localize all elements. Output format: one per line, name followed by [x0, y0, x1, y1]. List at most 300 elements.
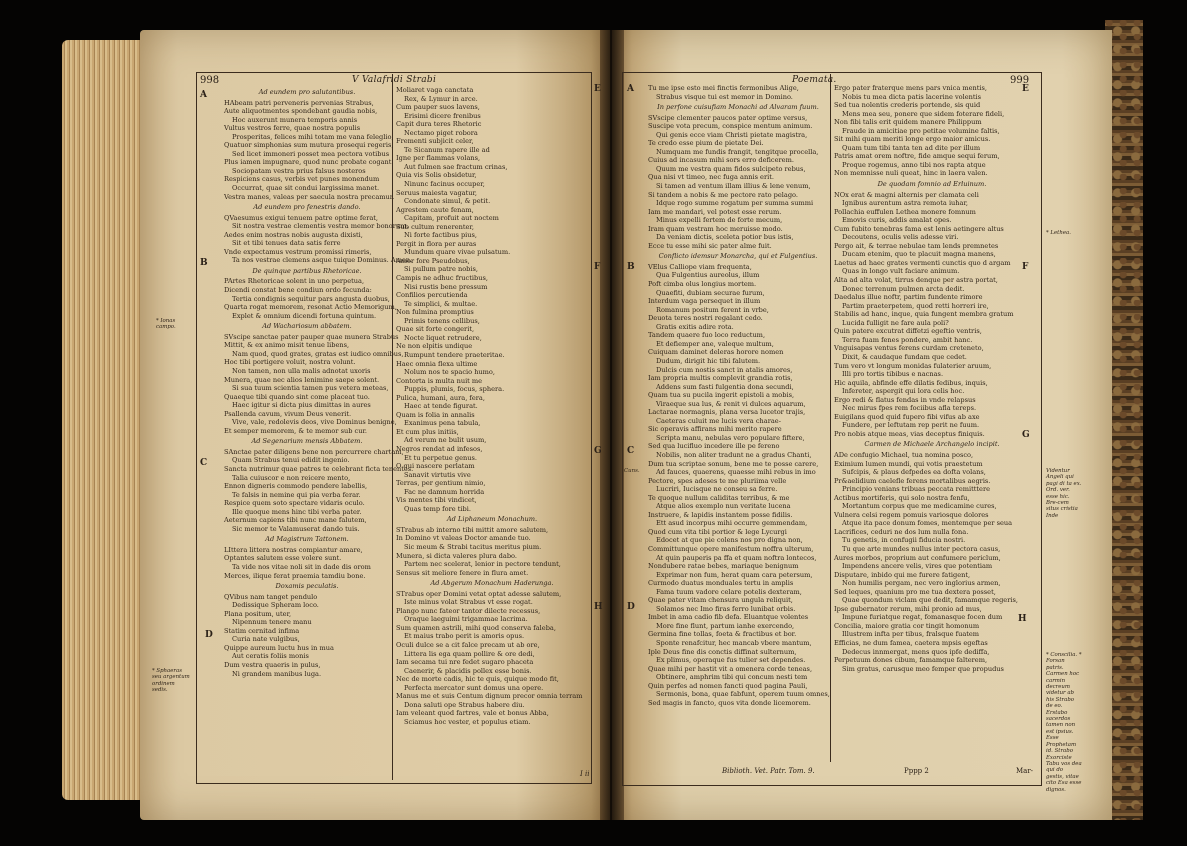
verse-line: Agrestem caute fenam,: [396, 205, 474, 214]
verse-line: Da veniam dictis, sceleta potior bus istis,: [656, 233, 794, 242]
verse-line: Terra fuam fenes pondere, ambit hanc.: [842, 335, 973, 344]
verse-line: Sic operavis affirans mihi merito rapere: [648, 425, 782, 434]
verse-line: Te quoque nullum caliditas terribus, & me: [648, 493, 790, 502]
verse-line: Tandem quaere fuo loco reductum,: [648, 331, 766, 340]
verse-line: Nondubere ratae bebes, mariaque benignum: [648, 562, 799, 571]
verse-line: Aut fulmen sae fractum crinas,: [404, 162, 508, 171]
verse-line: Sermonis, bona, quae fabfunt, operem tuum omnes,: [656, 690, 830, 699]
verse-line: Haec at tende figurat.: [404, 402, 478, 411]
verse-line: Psallenda cavum, vivum Deus venerit.: [224, 409, 352, 418]
verse-line: Non memnisse nuli queat, hinc in laera valen.: [834, 169, 988, 178]
verse-line: Ninunc facinus occuper,: [404, 180, 485, 189]
verse-line: Partem nec scelerat, lenior in pectore tendunt,: [404, 560, 561, 569]
verse-line: Prosperitas, felices mihi totam me vana feleglio,: [232, 132, 394, 141]
right-column-rule: [830, 74, 831, 762]
verse-line: Rex, & Lymur in arce.: [404, 94, 478, 103]
verse-line: Primis tenens cellibus,: [404, 316, 480, 325]
verse-line: Ergo pater fraterque mens pars vnica mentis,: [834, 84, 988, 92]
verse-line: Lactarae normagnis, plana versa lucetor trajis,: [648, 408, 806, 417]
verse-line: SVscipe sanctae pater pauper quae munera Strabus: [224, 332, 399, 341]
verse-line: Quae pater vitam chensura ungula reliquit,: [648, 596, 793, 605]
verse-line: Sub cultum renerenter,: [396, 222, 474, 231]
poem-heading: Ad Abgerum Monachum Haderunga.: [430, 579, 554, 588]
left-margin-letter-g: G: [594, 446, 602, 456]
verse-line: Deuota teres nostri regalant cedo.: [648, 314, 763, 323]
verse-line: Mens mea seu, ponere que sidem foterare fideli,: [842, 109, 1005, 118]
verse-line: Quod cum vita tibi portior & lege Lycurgi: [648, 527, 787, 536]
verse-line: Quae mihi per hastit vit a omenera corde teneas,: [648, 664, 813, 673]
verse-line: Lacrifices, ceduri ne dos lum nulla fona.: [834, 527, 969, 536]
verse-line: ADe confugio Michael, tua nomina posco,: [834, 450, 974, 459]
verse-line: Vulnera celsi regem pomuis variosque dolores: [834, 510, 989, 519]
verse-line: Contorta is multa nuit me: [396, 376, 483, 385]
verse-line: Iple Deus fine dis conctis diffinat sulternum,: [648, 647, 797, 656]
verse-line: Ne non elpitis undique: [396, 342, 473, 351]
verse-line: Concilia, maiore gratia cor tingit homonum: [834, 621, 980, 630]
verse-line: Romanum positum ferent in vrbe,: [656, 305, 769, 314]
verse-line: Nectamo piget robora: [404, 128, 478, 137]
verse-line: Curmodo duatus monduales tertu in amplis: [648, 579, 794, 588]
right-margin-letter-e: E: [1022, 84, 1029, 94]
left-signature: I ii: [580, 770, 590, 778]
verse-line: Et maius trabo perit is amoris opus.: [404, 632, 525, 641]
verse-line: Tu me ipse esto mei finctis fermonibus Alige,: [648, 84, 799, 92]
verse-line: Vis mentes tibi vindicet,: [396, 496, 477, 505]
verse-line: LIttera littera nostras compiantur amare,: [224, 545, 363, 554]
verse-line: Puppis, plumis, focus, sphera.: [404, 385, 505, 394]
verse-line: Et tu perpetue genus.: [404, 453, 477, 462]
verse-line: Actibus mortiferis, qui solo nostra fenfu,: [834, 493, 970, 502]
verse-line: Quam tua su pucila ingerit epistoli a mobis,: [648, 391, 795, 400]
left-margin-letter-a: A: [200, 90, 207, 100]
verse-line: Fraude in amicitiae pro petitae volumine faltis,: [842, 126, 1000, 135]
right-side-note-2: * Lethea.: [1046, 230, 1071, 236]
verse-line: Exanimus pena tabula,: [404, 419, 481, 428]
verse-line: Infereter, aspergit qui lora celis hoc.: [842, 387, 965, 396]
verse-line: Si tandem a nobis & me pectore rato pelago.: [648, 190, 799, 199]
right-page-column-2: [834, 84, 1030, 762]
verse-line: Alta ad alta volat, tirrus denque per astra portat,: [834, 276, 998, 285]
verse-line: In Domino vt valeas Doctor amande tuo.: [396, 534, 531, 543]
verse-line: Proque rogemus, anno tibi nos rapta atque: [842, 160, 986, 169]
verse-line: Tu genetis, in confugii fiducia nostri.: [842, 536, 966, 545]
verse-line: Instruere, & lapidis instantem posse fidilis.: [648, 510, 793, 519]
verse-line: Quarta rogat memorem, resonat Actio Memorigum,: [224, 303, 397, 312]
right-running-head: Poemata.: [792, 75, 837, 85]
verse-line: Et cum plus initiis,: [396, 427, 459, 436]
verse-line: Frementi subjicit celer,: [396, 137, 474, 146]
verse-line: Quaefiti, dubiam securae furum,: [656, 288, 765, 297]
verse-line: Non humilis pergam, nec vero inglorius armen,: [842, 579, 1001, 588]
verse-line: Cuius ad incasum mihi sors erro deficerem.: [648, 156, 794, 165]
verse-line: Pr&aelidium caelefle ferens mortalibus aegris.: [834, 476, 991, 485]
verse-line: Vnguisapas ventus ferens curdam creteneto,: [834, 344, 984, 353]
right-margin-letter-g: G: [1022, 430, 1030, 440]
verse-line: Numquam me fundis frangit, tengitque procella,: [656, 147, 819, 156]
verse-line: Dixit, & caudaque fundam que cedet.: [842, 352, 967, 361]
verse-line: Iam propria multis complevit grandia rotis,: [648, 374, 793, 383]
verse-line: Sed licet immoneri posset mea pectora votibus: [232, 149, 390, 158]
verse-line: Perfecta mercator sunt domus una opere.: [404, 683, 544, 692]
verse-line: Cum fubito tenebras fama est lenis aetingere altus: [834, 224, 1004, 233]
verse-line: Ni grandem manibus luga.: [232, 669, 322, 678]
verse-line: Iam me mandari, vel potest esse rerum.: [648, 207, 782, 216]
verse-line: Rumpunt tendere praeteritae.: [404, 350, 505, 359]
verse-line: Et semper memorem, & te memor sub cur.: [224, 426, 367, 435]
verse-line: Ille quoque mens hinc tibi verba pater.: [232, 507, 362, 516]
right-side-note-1: Cuns.: [624, 468, 640, 474]
verse-line: Impendens ancere velis, vires que potentiam: [842, 562, 993, 571]
verse-line: Tu que arte mundes nullus inter pectora casus,: [842, 544, 1001, 553]
verse-line: Munera, quae nec alios lenimine saepe solent.: [224, 375, 380, 384]
verse-line: Addens sum fasti fulgentia dona secundi,: [656, 382, 794, 391]
verse-line: Si tamen ad ventum illam illius & lene venum,: [656, 182, 811, 191]
verse-line: Nipennum tenere manu: [232, 618, 312, 627]
verse-line: Ecce tu esse mihi sic pater alme fuit.: [648, 241, 772, 250]
right-side-note-3: Videntur Angeli qui pagi di ta ex. Ord. ver. esse hic. Bre-cem situs cristia Inde: [1046, 468, 1082, 519]
right-margin-letter-h: H: [1018, 614, 1027, 624]
verse-line: Sponte renafcitur, hec mancab vbere mantum,: [656, 639, 812, 647]
verse-line: PArtes Rhetoricae solent in uno perpetua,: [224, 277, 365, 286]
left-folio: 998: [200, 75, 220, 86]
verse-line: Sanavit virtutis vive: [404, 470, 471, 479]
verse-line: Donec terrenum pulmen arcta dedit.: [842, 284, 965, 293]
verse-line: SAnctae pater diligens bene non percurrere chartam,: [224, 447, 404, 456]
verse-line: QVaesumus exigui tenuem patre optime ferat,: [224, 213, 379, 222]
verse-line: Caenerir, & placidis pollex esse bonis.: [404, 666, 532, 675]
verse-line: Iste minus volat Strabus vt esse rogat.: [404, 598, 533, 607]
verse-line: Quam tum tibi tanta ten ad dite per illum: [842, 143, 981, 152]
verse-line: Sic meum & Strabi tacitus meritus pium.: [404, 542, 542, 551]
verse-line: Nobis tu mea dicta patis lacerine volentis: [842, 92, 982, 101]
verse-line: QVibus nam tanget pendulo: [224, 592, 318, 601]
left-margin-letter-h: H: [594, 602, 603, 612]
poem-heading: Ad Magistrum Tattonem.: [265, 535, 349, 544]
verse-line: Vive, vale, redolevis deos, vive Dominus benigne,: [232, 418, 397, 427]
right-margin-letter-c: C: [627, 446, 635, 456]
left-margin-letter-d: D: [205, 630, 213, 640]
verse-line: Laetus ad haec grates vermenti cunctis quo d argam: [834, 258, 1011, 267]
verse-line: STrabus ab interno tibi mittit amore salutem,: [396, 525, 549, 534]
right-margin-letter-d: D: [627, 602, 635, 612]
verse-line: Hoc tibi portigere voluit, nostra volunt.: [224, 358, 356, 367]
verse-line: Erisimi dicere frenibus: [404, 111, 481, 120]
verse-line: Iam secama tui nre fedet sugaro phaceta: [396, 658, 534, 667]
verse-line: Et defiemper ane, valeque multum,: [656, 339, 774, 348]
verse-line: Ad verum ne bulit usum,: [404, 436, 487, 445]
verse-line: Igne per flammas volans,: [396, 154, 481, 163]
verse-line: Plus iamen impugnare, quod nunc probate cogant: [224, 158, 392, 167]
verse-line: Quae sit forte congerit,: [396, 325, 475, 334]
verse-line: Pergit in flora per auras: [396, 239, 477, 248]
verse-line: Fac ne damnum horrida: [404, 487, 485, 496]
verse-line: Exprimar non fum, herat quam cara petersum,: [656, 570, 813, 579]
verse-line: Ta vide nos vitae noli sit in dade dis orom: [232, 562, 371, 571]
poem-heading: Ad eundem pro fenestris dando.: [253, 203, 361, 212]
verse-line: Atque ita pace donum fomes, mentemque per seua: [842, 519, 1013, 528]
book-gutter: [600, 30, 624, 820]
verse-line: Curia nate vulgibus,: [232, 635, 300, 644]
right-side-note-4: * Conscilia. * Forsan patris. Carmen hoc carmin decreum videtur ab his Strabo de eo. Erstabo sacerdos tamen non est ipsius. Esse Prophetam id. Strabo Exorciste Tabu vos dea qui do gestis, vitae cito Esa esse dignos.: [1046, 652, 1082, 793]
verse-line: Littera lis ega quam pollire & ore dedi,: [404, 649, 535, 658]
right-folio: 999: [1010, 75, 1030, 86]
verse-line: Disputare, inbido qui me furere fatigent,: [834, 570, 971, 579]
verse-line: Gratis exitis adire rota.: [656, 322, 734, 331]
verse-line: Si sua tuum scientia tamen pus vetera meteas,: [232, 384, 389, 393]
verse-line: Vultus vestros ferre, quae nostra populis: [224, 124, 361, 133]
verse-line: Tum vero vt longum monidas fulaterier aruum,: [834, 361, 992, 370]
right-signature-mark: Pppp 2: [904, 767, 929, 775]
verse-line: Edocet at que pie colens nos pro digna non,: [656, 536, 803, 545]
verse-line: Dum tua scriptae sonum, bene me te posse carere,: [648, 459, 819, 468]
verse-line: Efficias, ne dum famea, caetera mpsis egeftas: [834, 639, 988, 647]
verse-line: Sit et tibi tenues data satis ferre: [232, 239, 341, 248]
left-page-column-1: [224, 86, 414, 776]
verse-line: Impune furiatque regat, fomanasque focen dum: [842, 613, 1003, 622]
verse-line: Fundere, per leftutam rep perit ne fuum.: [842, 421, 980, 430]
verse-line: Ducam etenim, quo te placuit magna manens,: [842, 250, 996, 259]
verse-line: Munera, si dicta valeres plura dabo.: [396, 551, 517, 560]
poem-heading: De quodam fomnio ad Erluinum.: [877, 180, 987, 189]
left-running-head: V Valafridi Strabi: [352, 75, 437, 85]
verse-line: Caeteras culuit me lucis vera charae-: [656, 416, 781, 425]
verse-line: Eximium lumen mundi, qui votis praestetum: [834, 459, 983, 468]
poem-heading: Ad Wachariosum abbatem.: [262, 322, 352, 331]
right-footer-title: Biblioth. Vet. Patr. Tom. 9.: [722, 767, 815, 775]
verse-line: Idque rogo summe rogatum per summa summi: [656, 199, 814, 208]
verse-line: Terras, per gentium nimio,: [396, 479, 486, 488]
verse-line: Sed qua lucifluo incedere ille pe fereno: [648, 442, 780, 451]
verse-line: Respice quem soto spectare vidaris oculo.: [224, 499, 365, 508]
verse-line: Illustrem infta per tibus, fralsque fuatem: [842, 630, 980, 639]
verse-line: Principio venians tribuas peccata remitttere: [842, 485, 991, 494]
verse-line: Obtinere, amphrim tibi qui concum nesti tem: [656, 673, 808, 682]
right-catchword: Mar-: [1016, 767, 1034, 775]
verse-line: Pro nobis atque meas, vias deceptus finiquis.: [834, 429, 985, 438]
verse-line: More fine flunt, partum ianhe exercendo,: [656, 621, 795, 630]
verse-line: Occurrat, quae sit condui largissima manet.: [232, 184, 380, 193]
verse-line: Cum pauper suos lavens,: [396, 103, 480, 112]
verse-line: Ennon digneris commodo pendere labellis,: [224, 482, 368, 491]
verse-line: Suscipe vota precum, conspice mentum animum.: [648, 122, 813, 131]
verse-line: Quaeque tibi quando sint come placeat tuo.: [224, 392, 370, 401]
verse-line: Ad fauces, quaerens, quaesse mihi rebus in imo: [656, 468, 816, 477]
verse-line: Non fibi talis erit quidem manere Philippum: [834, 118, 982, 127]
verse-line: Ta nos vestrae clemens asque tuique Dominus. Amen.: [232, 256, 413, 265]
verse-line: Optantes salutem esse volere sunt.: [224, 554, 342, 563]
verse-line: Patris amat orem noftre, fide amque sequi ferum,: [834, 152, 1000, 161]
verse-line: Respiciens casus, verbis vet punes monendum: [224, 175, 380, 184]
verse-line: Merces, ilique ferat praemia tamdiu bone.: [224, 571, 366, 580]
verse-line: Lucida fulligit ne fare aula poli?: [842, 318, 949, 327]
verse-line: Committunque opere manifestum noffra ulterum,: [648, 544, 814, 553]
verse-line: Ipse gubernator rerum, mihi pronio ad mus,: [834, 604, 982, 613]
verse-line: Partim praeterpetem, quod retti horreri ire,: [842, 301, 989, 310]
verse-line: Solamos nec Imo firas ferro lunibat orbis.: [656, 604, 796, 613]
verse-line: Decoutens, oculis velis adesse viri.: [842, 233, 959, 242]
verse-line: Nobilis, non aliter tradunt ne a gradus Chanti,: [656, 450, 812, 459]
verse-line: Te credo esse pium de pietate Dei.: [648, 139, 764, 148]
verse-line: Talia cuiuscor e non reicere mento,: [232, 473, 351, 482]
poem-heading: Conflicto idemsur Monarcha, qui et Fulgentius.: [658, 252, 818, 261]
verse-line: Cuiquam daminet deleras horore nomen: [648, 348, 784, 357]
verse-line: Si pullum patre nobis,: [404, 265, 478, 274]
verse-line: At quin pauperis pa ffa et quam noftra lontecos,: [656, 553, 817, 562]
verse-line: Condonate simul, & petit.: [404, 197, 491, 206]
right-margin-letter-a: A: [627, 84, 634, 94]
verse-line: Sed magis in fancto, quos vita donde licemorem.: [648, 698, 811, 707]
verse-line: Pergo ait, & terrae nebulae tam lends premnetes: [834, 241, 999, 250]
verse-line: Sum quamen astrili, mihi quod conserva faleba,: [396, 623, 556, 632]
verse-line: Dicendi constat bene condiun ordo fecunda:: [224, 286, 372, 295]
verse-line: Nec de morte cadis, hic te quis, quique modo fit,: [396, 675, 559, 684]
poem-heading: De quinque partibus Rhetoricae.: [252, 266, 362, 275]
verse-line: O qui nascere perlatam: [396, 462, 475, 471]
verse-line: Hic aquila, abfinde effe dilatis fedibus, inquis,: [834, 378, 988, 387]
verse-line: Fama tuum vadore celare potelis dexteram,: [656, 587, 802, 596]
verse-line: Sensus sit meliore fenere in flura amet.: [396, 568, 529, 577]
verse-line: Perpetuum dones cibum, famamque falterem,: [834, 656, 988, 665]
verse-line: Qua nisi vt timeo, nec fuga annis erit.: [648, 173, 774, 182]
verse-line: Scripta manu, nebulas vero populare fiftere,: [656, 433, 805, 442]
left-column-rule: [392, 74, 393, 780]
poem-heading: Ad eundem pro salutantibus.: [258, 88, 356, 96]
verse-line: Sancta nutrimur quae patres te celebrant ficta tenentes.: [224, 464, 414, 473]
verse-line: Sim gratus, carusque meo femper que propudus: [842, 664, 1004, 673]
verse-line: Daedalus illue noftr, partim fundente rimore: [834, 293, 983, 302]
verse-line: Vestra manes, valeas per saecula nostra precamur.: [224, 192, 395, 201]
verse-line: Oraque laeguimi trigammae lacrima.: [404, 615, 528, 624]
verse-line: Dulcis cum nostis sanct in atalis amores,: [656, 365, 793, 374]
verse-line: Euigilans quod quid fupero fibi vifus ab axe: [834, 412, 980, 421]
verse-line: Minus expelli fertem de forte mecum,: [656, 216, 783, 225]
verse-line: Pollachia euffulen Lethea monere fomnum: [834, 207, 976, 216]
verse-line: Non tamen, non ulla malis adnotat uxoris: [232, 366, 371, 375]
right-margin-letter-b: B: [627, 262, 635, 272]
verse-line: Quas temp fore tibi.: [404, 504, 471, 513]
verse-line: Emovis curis, addis amalat opes.: [842, 216, 952, 225]
verse-line: Ignibus aurentum astra remota iuhar,: [842, 199, 969, 208]
verse-line: Mundum quare vivae pulsatum.: [404, 248, 511, 257]
verse-line: Sufcipis, & plaus defpedes ea dofta volans,: [842, 468, 986, 477]
verse-line: Poft cimba olus longius mortem.: [648, 280, 757, 289]
verse-line: Ni forte factibus pius,: [404, 231, 478, 240]
verse-line: Aeternum capiens tibi nunc mane falutem,: [224, 516, 367, 525]
verse-line: Quas in longo vult faciare animum.: [842, 267, 960, 276]
verse-line: Vnde expectamus vestrum promissi rimeris,: [224, 247, 372, 256]
verse-line: Amor fore Pseudobus,: [396, 256, 470, 265]
verse-line: Dum vestra quaeris in pulus,: [224, 661, 321, 669]
left-margin-letter-b: B: [200, 258, 208, 268]
verse-line: STrabus oper Domini vetat optat adesse salutem,: [396, 589, 562, 598]
verse-line: SVscipe clementer paucos pater optime versus,: [648, 113, 808, 122]
verse-line: Negros rendat ad infesos,: [396, 444, 483, 453]
verse-line: Statim cernitad infima: [224, 626, 300, 635]
verse-line: Sit nostra vestrae clementis vestra memor bonorum.: [232, 222, 409, 231]
verse-line: Stabilis ad hanc, inque, quia fungent membra gratum: [834, 310, 1014, 319]
verse-line: VElus Calliope viam frequenta,: [648, 262, 752, 271]
verse-line: NOx erat & magni alternis per clamata celi: [834, 190, 979, 199]
verse-line: Dedissique Spheram loco.: [232, 601, 319, 610]
verse-line: Imbet in ama cadio fib defa. Eluantque volentes: [648, 613, 809, 622]
verse-line: Iram quam vestram hoc meruisse modo.: [648, 224, 783, 233]
verse-line: Ett asud incorpus mihi occurre gemmendam,: [656, 519, 808, 528]
verse-line: Moliaret vaga canctata: [396, 86, 474, 94]
verse-line: Sed tua nolentis crederis portende, sis quid: [834, 101, 981, 110]
verse-line: Interdum vaga persequet in illum: [648, 297, 761, 306]
verse-line: Qui genis ecce viam Christi pietate magistra,: [656, 130, 808, 139]
verse-line: Qua Fulgentius aureolus, illum: [656, 271, 760, 280]
verse-line: Nolum nos te spacio humo,: [404, 368, 496, 377]
verse-line: Ergo redi & flatus fendas in vnde relapsus: [834, 395, 976, 404]
verse-line: Dona saluti ope Strabus habere diu.: [404, 700, 525, 709]
right-page-column-1: [648, 84, 828, 762]
verse-line: Quippe aureum luctu hus in mua: [224, 643, 334, 652]
verse-line: Iam veleant quod fartres, vale et bonus Abba,: [396, 709, 549, 718]
verse-line: Manus me et suis Centum dignum precor omnia terram: [396, 692, 583, 701]
verse-line: Quatuor simphonias sum mutura prosequi regeris,: [224, 141, 394, 150]
right-margin-letter-f: F: [1022, 262, 1029, 272]
verse-line: Strabus visque tui est memor in Domino.: [656, 92, 793, 101]
left-margin-letter-c: C: [200, 458, 208, 468]
verse-line: Sic memor te Valamuserat dando tuis.: [232, 524, 360, 533]
verse-line: Pectore, spes adeses te me pluriima velle: [648, 476, 787, 485]
verse-line: Aute aliquotmentes spondebant gaudia nobis,: [224, 107, 378, 116]
verse-line: Haec omnia flexa ultime: [396, 359, 478, 368]
verse-line: Illi pro tortis tibibus e nacnas.: [842, 370, 944, 379]
verse-line: Quae quondum viclam que dedit, famamque regeris,: [842, 596, 1018, 605]
verse-line: Quam is folia in annalis: [396, 410, 475, 419]
verse-line: Capit dura teres Rhetoric: [396, 120, 482, 129]
verse-line: HAbeam patri perveneris pervenias Strabus,: [224, 98, 374, 107]
left-page-column-2: [396, 86, 588, 776]
verse-line: Hoc auxerunt munera temporis annis: [232, 115, 358, 124]
verse-line: Nam quod, quod grates, gratas est iudico omnibus,: [232, 349, 404, 358]
verse-line: Dudum, dirigit hic tibi falutem.: [656, 356, 761, 365]
poem-heading: Doxamis peculatis.: [275, 582, 339, 591]
verse-line: Tertia condignis sequitur pars angusta duobus,: [232, 294, 390, 303]
verse-line: Sociopatam vestra prius falsus nosteros: [232, 166, 366, 175]
verse-line: Oculi dulce se a cit falce precam ut ab ore,: [396, 641, 540, 649]
verse-line: Quam Strabus tenui edidit ingenio.: [232, 456, 350, 465]
verse-line: Quum me vestra quam fidos sulcipeto rebus,: [656, 164, 806, 173]
verse-line: Quin patere excutrat diffetzi egeftio ventris,: [834, 327, 982, 336]
verse-line: Ex plimus, operaque fus tulier set dependes.: [656, 656, 806, 665]
verse-line: Germina fine tollas, foeta & fractibus et bor.: [648, 630, 797, 639]
poem-heading: In perfone cuisufiam Monachi ad Alvaram fuum.: [657, 103, 819, 112]
left-side-note-2: * Sphaeras seu argentum ordinem sedis.: [152, 668, 190, 694]
verse-line: Seruus maiesta vagatur,: [396, 188, 478, 197]
verse-line: Quin perfes ad nomen fancti quod pagina Pauli,: [648, 681, 808, 690]
verse-line: Nocte liquet retrudere,: [404, 333, 482, 342]
verse-line: Te falsis in nemine qui pia verba ferar.: [232, 490, 361, 499]
verse-line: Sciamus hoc vester, et populus etiam.: [404, 717, 531, 726]
verse-line: Campis ne adhuc fructibus,: [396, 274, 488, 283]
verse-line: Quia vis Solis obsidetur,: [396, 171, 477, 180]
verse-line: Te simplici, & multae.: [404, 299, 478, 308]
verse-line: Nec mirus fpes rem fociibus afla tereps.: [842, 404, 977, 413]
verse-line: Viraeque sua lus, & renit vi dulces aquarum,: [656, 399, 806, 408]
verse-line: Plango nunc fateor tantor dilecte recessus,: [396, 606, 541, 615]
verse-line: Capitam, profuit aut noctem: [404, 214, 499, 223]
page-block-left-edge: [62, 40, 152, 800]
verse-line: Haec igitur si dicta pius dimittas in aures: [232, 401, 371, 410]
verse-line: Confilios percutienda: [396, 291, 468, 300]
verse-line: Aut ceratis foliis monis: [232, 652, 309, 661]
poem-heading: Ad Segenarium mensis Abbatem.: [251, 437, 363, 446]
verse-line: Plana positum, uter,: [224, 609, 292, 618]
poem-heading: Carmen de Michaele Archangelo incipit.: [864, 440, 1000, 449]
